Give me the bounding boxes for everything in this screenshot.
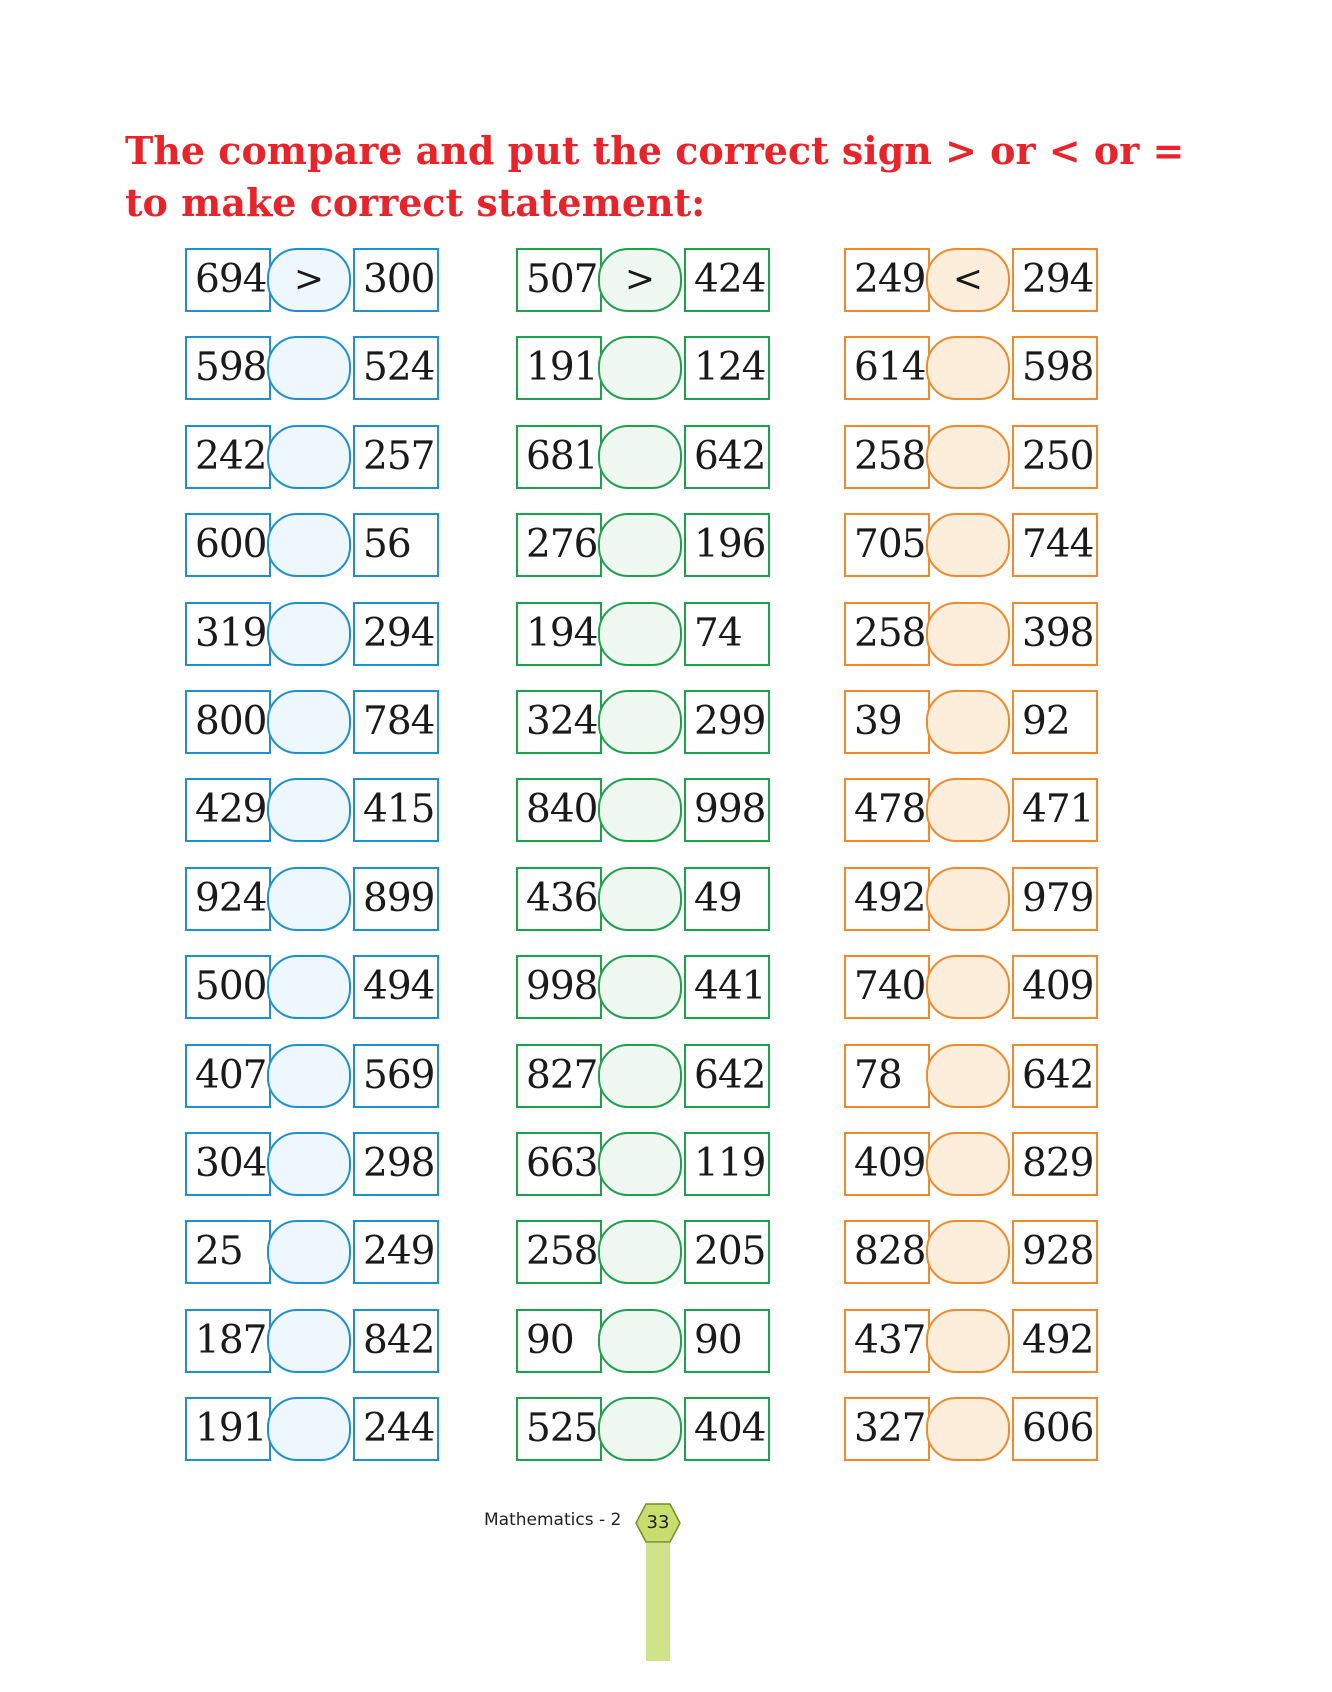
right-number-box: 92 — [1012, 690, 1098, 754]
left-number-box: 249 — [844, 248, 930, 312]
sign-answer-oval[interactable] — [267, 1397, 351, 1461]
comparison-row — [185, 778, 441, 842]
footer-book-title: Mathematics - 2 — [484, 1510, 622, 1530]
comparison-row — [516, 425, 772, 489]
right-number-box: 642 — [684, 425, 770, 489]
left-number-box: 614 — [844, 336, 930, 400]
right-number-box: 998 — [684, 778, 770, 842]
comparison-row — [516, 1132, 772, 1196]
comparison-row — [516, 248, 772, 312]
comparison-row — [844, 1044, 1100, 1108]
left-number-box: 90 — [516, 1309, 602, 1373]
right-number-box: 299 — [684, 690, 770, 754]
right-number-box: 471 — [1012, 778, 1098, 842]
left-number-box: 39 — [844, 690, 930, 754]
left-number-box: 409 — [844, 1132, 930, 1196]
left-number-box: 194 — [516, 602, 602, 666]
left-number-box: 840 — [516, 778, 602, 842]
sign-answer-oval[interactable] — [926, 1220, 1010, 1284]
right-number-box: 784 — [353, 690, 439, 754]
left-number-box: 436 — [516, 867, 602, 931]
right-number-box: 524 — [353, 336, 439, 400]
right-number-box: 744 — [1012, 513, 1098, 577]
comparison-row — [516, 1309, 772, 1373]
comparison-row — [516, 1044, 772, 1108]
right-number-box: 74 — [684, 602, 770, 666]
comparison-row — [844, 336, 1100, 400]
left-number-box: 437 — [844, 1309, 930, 1373]
right-number-box: 642 — [1012, 1044, 1098, 1108]
sign-answer-oval[interactable] — [598, 1309, 682, 1373]
comparison-row — [844, 1397, 1100, 1461]
sign-answer-oval[interactable] — [598, 1132, 682, 1196]
right-number-box: 598 — [1012, 336, 1098, 400]
sign-answer-oval[interactable] — [598, 602, 682, 666]
right-number-box: 257 — [353, 425, 439, 489]
right-number-box: 441 — [684, 955, 770, 1019]
right-number-box: 569 — [353, 1044, 439, 1108]
right-number-box: 979 — [1012, 867, 1098, 931]
sign-answer-oval[interactable] — [926, 1309, 1010, 1373]
sign-answer-oval[interactable] — [267, 602, 351, 666]
left-number-box: 78 — [844, 1044, 930, 1108]
right-number-box: 829 — [1012, 1132, 1098, 1196]
sign-answer-oval[interactable] — [267, 1044, 351, 1108]
left-number-box: 600 — [185, 513, 271, 577]
sign-answer-oval[interactable] — [267, 425, 351, 489]
left-number-box: 598 — [185, 336, 271, 400]
comparison-row — [844, 425, 1100, 489]
left-number-box: 191 — [516, 336, 602, 400]
sign-answer-oval[interactable]: > — [267, 248, 351, 312]
comparison-column-2 — [516, 248, 772, 1485]
sign-answer-oval[interactable] — [267, 778, 351, 842]
page-number: 33 — [646, 1512, 670, 1533]
footer-decorative-bar — [646, 1543, 670, 1661]
right-number-box: 842 — [353, 1309, 439, 1373]
sign-answer-oval[interactable] — [598, 425, 682, 489]
comparison-row — [185, 513, 441, 577]
comparison-row — [516, 690, 772, 754]
sign-answer-oval[interactable] — [926, 690, 1010, 754]
left-number-box: 319 — [185, 602, 271, 666]
sign-answer-oval[interactable] — [598, 867, 682, 931]
right-number-box: 124 — [684, 336, 770, 400]
left-number-box: 998 — [516, 955, 602, 1019]
comparison-row — [844, 1309, 1100, 1373]
left-number-box: 492 — [844, 867, 930, 931]
comparison-row — [185, 1220, 441, 1284]
left-number-box: 187 — [185, 1309, 271, 1373]
sign-answer-oval[interactable] — [926, 513, 1010, 577]
sign-answer-oval[interactable] — [926, 336, 1010, 400]
comparison-row — [185, 1044, 441, 1108]
comparison-row — [844, 690, 1100, 754]
comparison-row — [844, 602, 1100, 666]
left-number-box: 924 — [185, 867, 271, 931]
comparison-row — [185, 248, 441, 312]
left-number-box: 663 — [516, 1132, 602, 1196]
comparison-row — [844, 513, 1100, 577]
left-number-box: 705 — [844, 513, 930, 577]
comparison-row — [516, 1397, 772, 1461]
sign-answer-oval[interactable]: < — [926, 248, 1010, 312]
right-number-box: 404 — [684, 1397, 770, 1461]
right-number-box: 899 — [353, 867, 439, 931]
sign-answer-oval[interactable] — [926, 1044, 1010, 1108]
comparison-row — [185, 602, 441, 666]
right-number-box: 244 — [353, 1397, 439, 1461]
right-number-box: 398 — [1012, 602, 1098, 666]
right-number-box: 119 — [684, 1132, 770, 1196]
left-number-box: 258 — [844, 425, 930, 489]
sign-answer-oval[interactable] — [598, 513, 682, 577]
right-number-box: 90 — [684, 1309, 770, 1373]
left-number-box: 258 — [516, 1220, 602, 1284]
comparison-row — [185, 690, 441, 754]
right-number-box: 294 — [353, 602, 439, 666]
comparison-row — [516, 336, 772, 400]
comparison-column-3 — [844, 248, 1100, 1485]
sign-answer-oval[interactable] — [598, 955, 682, 1019]
left-number-box: 507 — [516, 248, 602, 312]
sign-answer-oval[interactable] — [598, 336, 682, 400]
left-number-box: 191 — [185, 1397, 271, 1461]
comparison-row — [516, 955, 772, 1019]
left-number-box: 429 — [185, 778, 271, 842]
comparison-column-1 — [185, 248, 441, 1485]
left-number-box: 327 — [844, 1397, 930, 1461]
right-number-box: 196 — [684, 513, 770, 577]
right-number-box: 294 — [1012, 248, 1098, 312]
sign-answer-oval[interactable] — [598, 778, 682, 842]
left-number-box: 324 — [516, 690, 602, 754]
sign-answer-oval[interactable] — [926, 425, 1010, 489]
left-number-box: 500 — [185, 955, 271, 1019]
sign-answer-oval[interactable] — [267, 1132, 351, 1196]
sign-answer-oval[interactable] — [926, 867, 1010, 931]
left-number-box: 258 — [844, 602, 930, 666]
right-number-box: 415 — [353, 778, 439, 842]
sign-answer-oval[interactable] — [267, 867, 351, 931]
left-number-box: 740 — [844, 955, 930, 1019]
left-number-box: 25 — [185, 1220, 271, 1284]
instruction-heading: The compare and put the correct sign > or < or = to make correct statement: — [125, 128, 1185, 225]
sign-answer-oval[interactable] — [267, 1309, 351, 1373]
left-number-box: 525 — [516, 1397, 602, 1461]
right-number-box: 298 — [353, 1132, 439, 1196]
right-number-box: 424 — [684, 248, 770, 312]
comparison-row — [516, 513, 772, 577]
sign-answer-oval[interactable] — [926, 955, 1010, 1019]
left-number-box: 827 — [516, 1044, 602, 1108]
comparison-row — [185, 1309, 441, 1373]
right-number-box: 250 — [1012, 425, 1098, 489]
right-number-box: 205 — [684, 1220, 770, 1284]
comparison-row — [185, 425, 441, 489]
comparison-row — [185, 336, 441, 400]
left-number-box: 681 — [516, 425, 602, 489]
right-number-box: 56 — [353, 513, 439, 577]
sign-answer-oval[interactable] — [926, 1397, 1010, 1461]
comparison-row — [185, 955, 441, 1019]
sign-answer-oval[interactable] — [267, 690, 351, 754]
comparison-row — [844, 1220, 1100, 1284]
left-number-box: 828 — [844, 1220, 930, 1284]
comparison-row — [844, 955, 1100, 1019]
sign-answer-oval[interactable] — [926, 1132, 1010, 1196]
sign-answer-oval[interactable] — [267, 955, 351, 1019]
sign-answer-oval[interactable] — [598, 1397, 682, 1461]
right-number-box: 249 — [353, 1220, 439, 1284]
right-number-box: 928 — [1012, 1220, 1098, 1284]
left-number-box: 304 — [185, 1132, 271, 1196]
right-number-box: 494 — [353, 955, 439, 1019]
comparison-row — [516, 778, 772, 842]
left-number-box: 800 — [185, 690, 271, 754]
sign-answer-oval[interactable] — [598, 690, 682, 754]
comparison-row — [844, 867, 1100, 931]
comparison-row — [185, 1132, 441, 1196]
comparison-row — [185, 1397, 441, 1461]
left-number-box: 242 — [185, 425, 271, 489]
comparison-row — [185, 867, 441, 931]
comparison-row — [844, 1132, 1100, 1196]
sign-answer-oval[interactable] — [926, 602, 1010, 666]
right-number-box: 606 — [1012, 1397, 1098, 1461]
comparison-row — [844, 778, 1100, 842]
left-number-box: 407 — [185, 1044, 271, 1108]
right-number-box: 409 — [1012, 955, 1098, 1019]
left-number-box: 478 — [844, 778, 930, 842]
sign-answer-oval[interactable] — [267, 1220, 351, 1284]
sign-answer-oval[interactable]: > — [598, 248, 682, 312]
right-number-box: 642 — [684, 1044, 770, 1108]
sign-answer-oval[interactable] — [926, 778, 1010, 842]
sign-answer-oval[interactable] — [267, 336, 351, 400]
comparison-row — [516, 867, 772, 931]
comparison-row — [516, 602, 772, 666]
comparison-row — [516, 1220, 772, 1284]
left-number-box: 694 — [185, 248, 271, 312]
right-number-box: 49 — [684, 867, 770, 931]
sign-answer-oval[interactable] — [598, 1220, 682, 1284]
sign-answer-oval[interactable] — [267, 513, 351, 577]
sign-answer-oval[interactable] — [598, 1044, 682, 1108]
left-number-box: 276 — [516, 513, 602, 577]
right-number-box: 492 — [1012, 1309, 1098, 1373]
right-number-box: 300 — [353, 248, 439, 312]
comparison-row — [844, 248, 1100, 312]
